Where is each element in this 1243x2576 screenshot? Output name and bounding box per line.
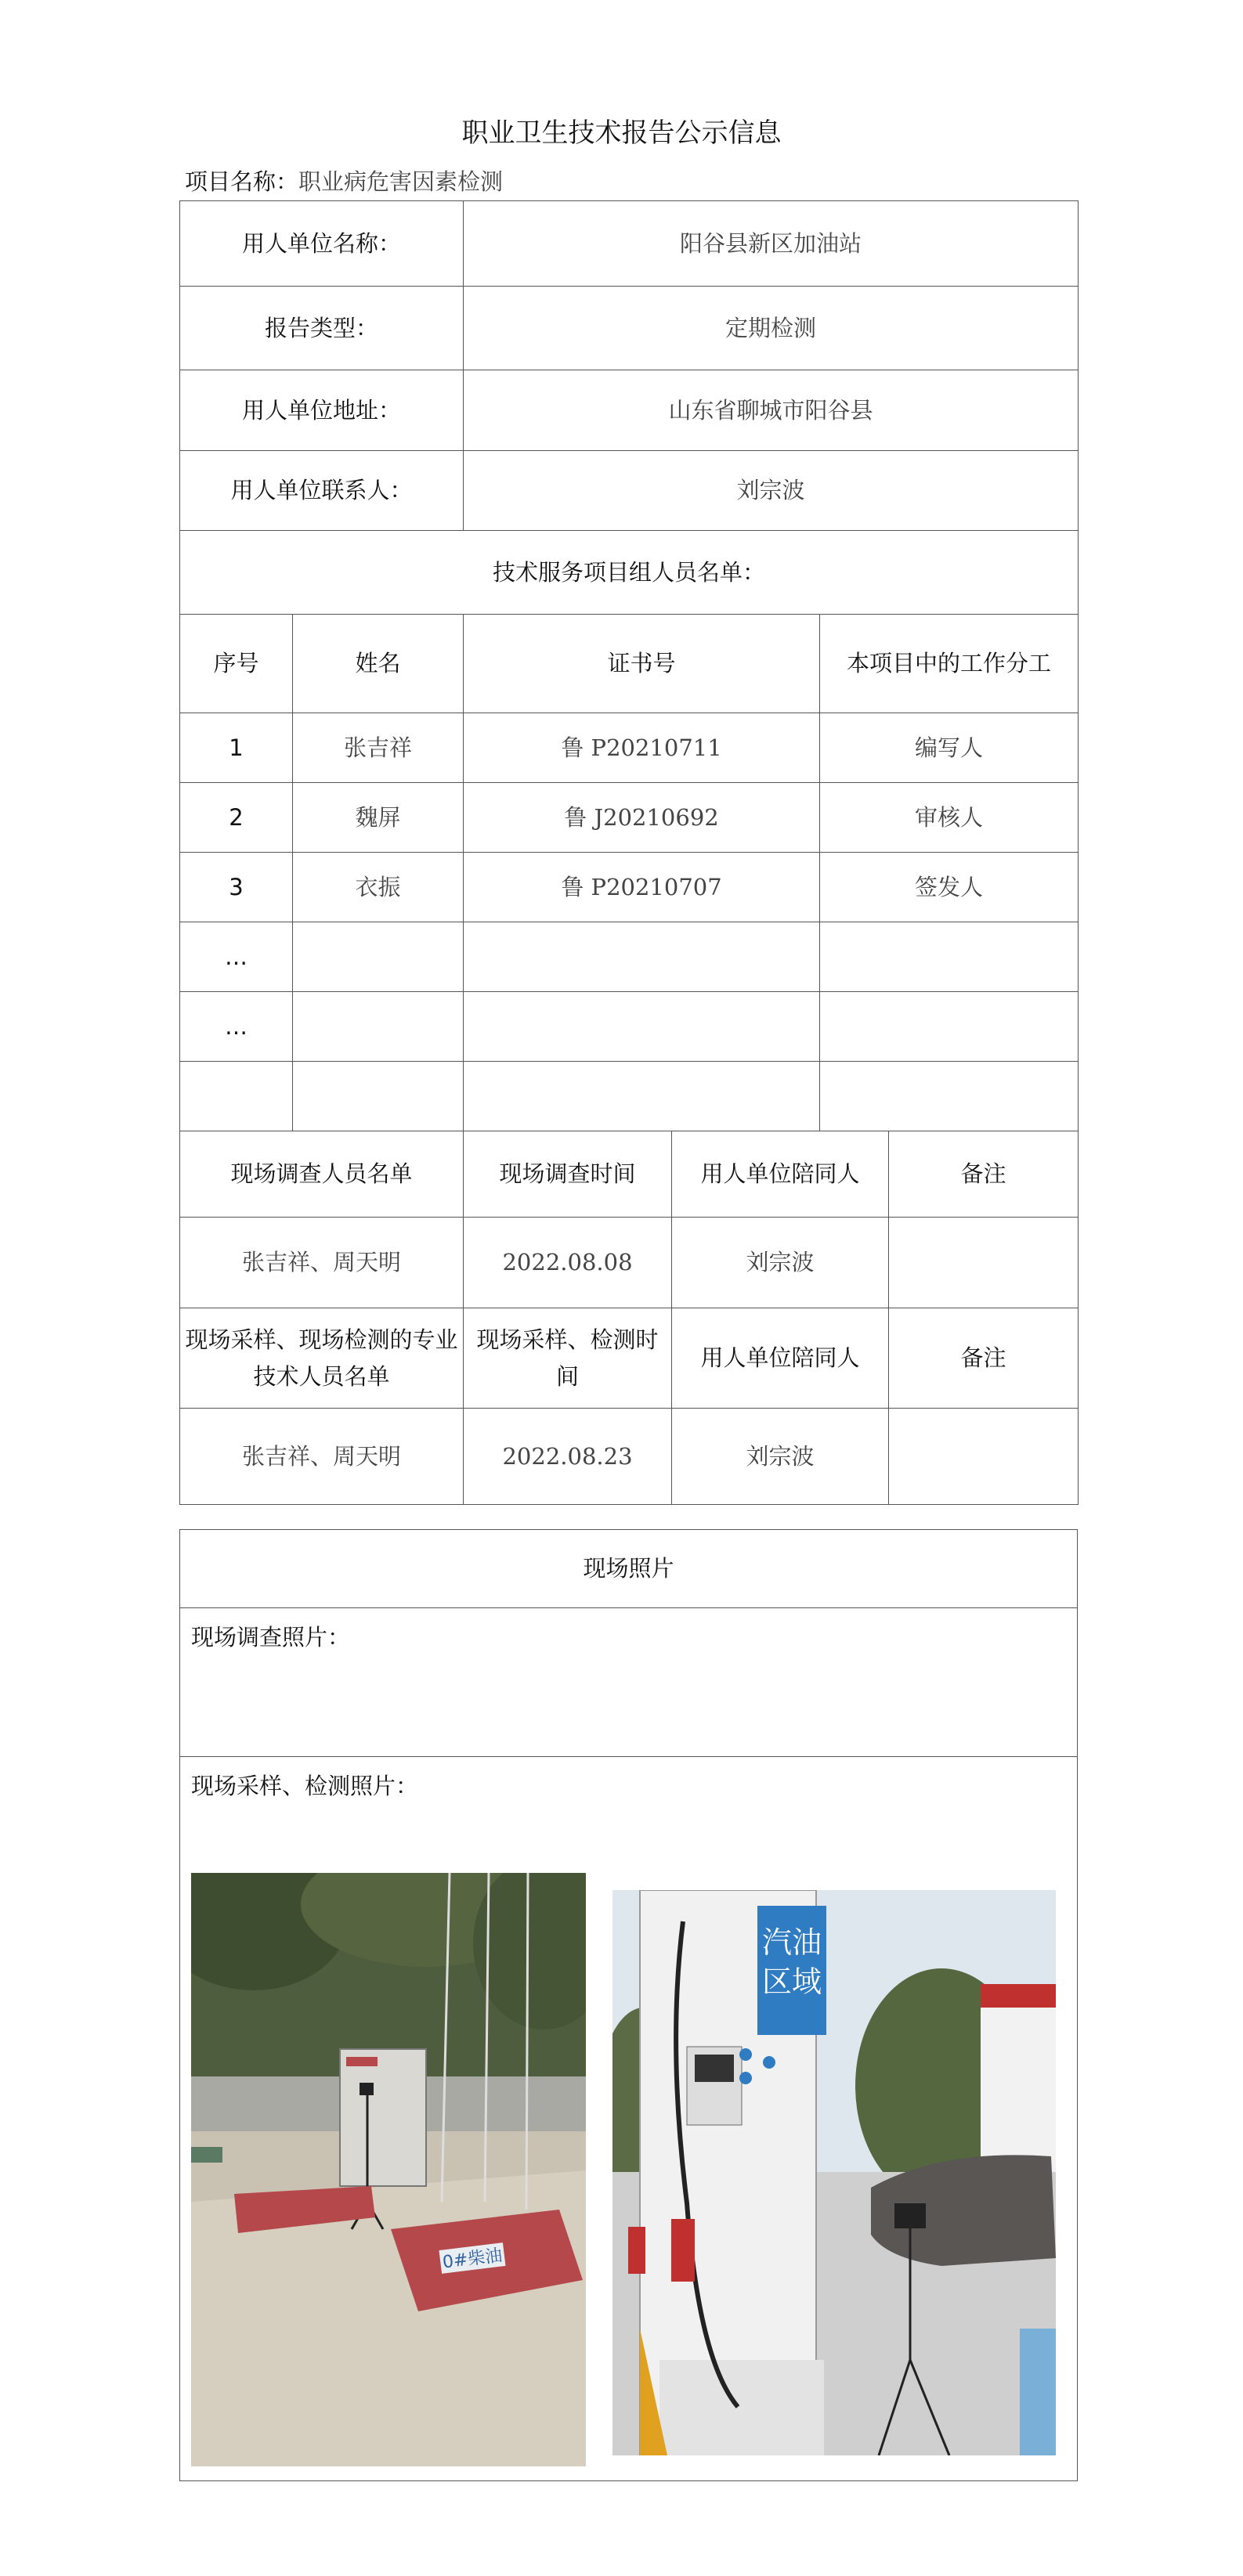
employer-contact-label: 用人单位联系人： bbox=[180, 451, 464, 531]
page-title: 职业卫生技术报告公示信息 bbox=[461, 117, 782, 149]
team-cell-cert bbox=[464, 1062, 820, 1131]
survey-escort-value: 刘宗波 bbox=[672, 1218, 889, 1308]
team-cell-index: 3 bbox=[180, 853, 293, 922]
info-row bbox=[180, 287, 1079, 370]
sampling-photo-dispenser bbox=[612, 1890, 1056, 2455]
sampling-escort-value: 刘宗波 bbox=[672, 1409, 889, 1505]
photos-heading: 现场照片 bbox=[180, 1530, 1078, 1608]
sampling-photo-tank-area bbox=[191, 1873, 586, 2466]
sampling-time-header: 现场采样、检测时间 bbox=[464, 1308, 672, 1409]
survey-header-row bbox=[180, 1131, 1079, 1218]
sampling-header-row bbox=[180, 1308, 1079, 1409]
team-row bbox=[180, 713, 1079, 783]
sampling-value-row bbox=[180, 1409, 1079, 1505]
sampling-staff-value: 张吉祥、周天明 bbox=[180, 1409, 464, 1505]
survey-remark-header: 备注 bbox=[889, 1131, 1079, 1218]
team-header-row bbox=[180, 615, 1079, 713]
sampling-photos-label: 现场采样、检测照片： bbox=[191, 1773, 419, 1799]
survey-value-row bbox=[180, 1218, 1079, 1308]
photo-fuel-label: 0#柴油 bbox=[441, 2246, 504, 2273]
team-cell-cert: 鲁 P20210711 bbox=[464, 713, 820, 783]
report-type-value: 定期检测 bbox=[464, 287, 1079, 370]
employer-name-label: 用人单位名称： bbox=[180, 201, 464, 287]
team-cell-index: 2 bbox=[180, 783, 293, 853]
project-name-value: 职业病危害因素检测 bbox=[298, 168, 504, 195]
team-cell-cert bbox=[464, 992, 820, 1062]
sampling-time-value: 2022.08.23 bbox=[464, 1409, 672, 1505]
photo-sampler-cabinet bbox=[340, 2049, 426, 2186]
report-info-table bbox=[179, 200, 1079, 1505]
report-type-label: 报告类型： bbox=[180, 287, 464, 370]
team-cell-cert: 鲁 J20210692 bbox=[464, 783, 820, 853]
survey-remark-value bbox=[889, 1218, 1079, 1308]
team-cell-cert: 鲁 P20210707 bbox=[464, 853, 820, 922]
team-cell-role: 审核人 bbox=[820, 783, 1079, 853]
team-row bbox=[180, 783, 1079, 853]
team-heading: 技术服务项目组人员名单： bbox=[180, 531, 1079, 615]
sampling-remark-header: 备注 bbox=[889, 1308, 1079, 1409]
team-cell-name: 张吉祥 bbox=[293, 713, 464, 783]
team-row bbox=[180, 853, 1079, 922]
col-header-index: 序号 bbox=[180, 615, 293, 713]
employer-name-value: 阳谷县新区加油站 bbox=[464, 201, 1079, 287]
site-photos-table bbox=[179, 1529, 1078, 2481]
survey-photos-cell bbox=[180, 1608, 1078, 1757]
team-cell-role bbox=[820, 992, 1079, 1062]
team-row bbox=[180, 922, 1079, 992]
sampling-escort-header: 用人单位陪同人 bbox=[672, 1308, 889, 1409]
survey-photos-label: 现场调查照片： bbox=[191, 1624, 351, 1651]
info-row bbox=[180, 201, 1079, 287]
sampling-remark-value bbox=[889, 1409, 1079, 1505]
team-cell-role: 编写人 bbox=[820, 713, 1079, 783]
team-cell-name bbox=[293, 922, 464, 992]
team-cell-index: … bbox=[180, 992, 293, 1062]
photo-zone-sign-line2: 区域 bbox=[761, 1964, 822, 2000]
team-row bbox=[180, 1062, 1079, 1131]
team-cell-role bbox=[820, 1062, 1079, 1131]
team-cell-index: … bbox=[180, 922, 293, 992]
team-cell-index bbox=[180, 1062, 293, 1131]
photo-zone-sign-line1: 汽油 bbox=[761, 1925, 822, 1961]
team-cell-name bbox=[293, 1062, 464, 1131]
employer-address-label: 用人单位地址： bbox=[180, 370, 464, 451]
team-cell-name: 魏屏 bbox=[293, 783, 464, 853]
team-cell-cert bbox=[464, 922, 820, 992]
employer-contact-value: 刘宗波 bbox=[464, 451, 1079, 531]
team-cell-role: 签发人 bbox=[820, 853, 1079, 922]
team-row bbox=[180, 992, 1079, 1062]
project-name-label: 项目名称： bbox=[185, 168, 299, 195]
col-header-name: 姓名 bbox=[293, 615, 464, 713]
sampling-staff-header: 现场采样、现场检测的专业技术人员名单 bbox=[180, 1308, 464, 1409]
sampling-photos-cell bbox=[180, 1757, 1078, 2481]
info-row bbox=[180, 370, 1079, 451]
team-cell-role bbox=[820, 922, 1079, 992]
employer-address-value: 山东省聊城市阳谷县 bbox=[464, 370, 1079, 451]
survey-staff-value: 张吉祥、周天明 bbox=[180, 1218, 464, 1308]
survey-staff-header: 现场调查人员名单 bbox=[180, 1131, 464, 1218]
team-cell-name: 衣振 bbox=[293, 853, 464, 922]
photo-area bbox=[191, 1804, 1077, 2462]
team-cell-name bbox=[293, 992, 464, 1062]
team-cell-index: 1 bbox=[180, 713, 293, 783]
survey-escort-header: 用人单位陪同人 bbox=[672, 1131, 889, 1218]
project-name bbox=[185, 164, 503, 197]
col-header-cert: 证书号 bbox=[464, 615, 820, 713]
col-header-role: 本项目中的工作分工 bbox=[820, 615, 1079, 713]
info-row bbox=[180, 451, 1079, 531]
survey-time-header: 现场调查时间 bbox=[464, 1131, 672, 1218]
survey-time-value: 2022.08.08 bbox=[464, 1218, 672, 1308]
